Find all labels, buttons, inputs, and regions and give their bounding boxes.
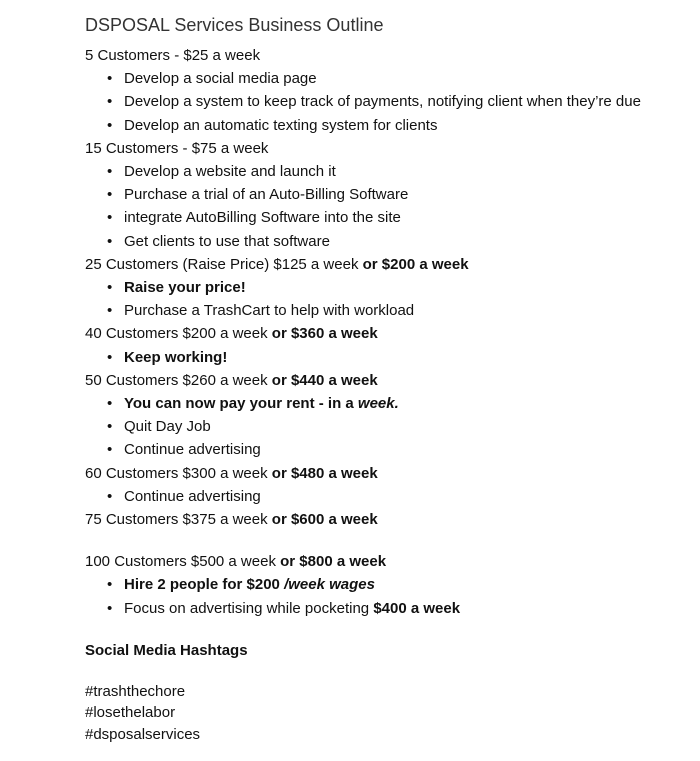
- bullet-text: Purchase a trial of an Auto-Billing Software: [124, 186, 409, 204]
- bullet-item: [85, 230, 685, 253]
- bullet-item: [85, 392, 685, 415]
- bullet-text: Keep working!: [124, 348, 228, 366]
- bullet-text: week.: [357, 395, 399, 413]
- bullet-text: Purchase a TrashCart to help with workload: [124, 302, 415, 320]
- hashtag: #trashthechore: [85, 682, 186, 700]
- bullet-text: Hire 2 people for $200: [124, 576, 285, 594]
- tier-heading: [85, 253, 685, 276]
- tier-bullet-list: [85, 485, 685, 508]
- tier-label: 75 Customers $375 a week: [85, 511, 272, 529]
- tier-label: 100 Customers $500 a week: [85, 553, 281, 571]
- hashtag: #losethelabor: [85, 704, 176, 722]
- tier-label: 50 Customers $260 a week: [85, 371, 272, 389]
- tier-bullet-list: [85, 276, 685, 322]
- bullet-text: integrate AutoBilling Software into the site: [124, 209, 401, 227]
- spacer: [85, 531, 685, 550]
- hashtag-list: [85, 681, 685, 746]
- tier-heading: [85, 369, 685, 392]
- bullet-text: Continue advertising: [124, 487, 261, 505]
- tier-alt-price: or $200 a week: [362, 255, 469, 273]
- bullet-text: /week wages: [284, 576, 375, 594]
- bullet-item: [85, 485, 685, 508]
- bullet-text: Get clients to use that software: [124, 232, 330, 250]
- tier-bullet-list: [85, 67, 685, 137]
- tier-heading: [85, 44, 685, 67]
- hashtag: #dsposalservices: [85, 725, 201, 743]
- tier-heading: [85, 508, 685, 531]
- tier-bullet-list: [85, 392, 685, 462]
- tier-label: 5 Customers - $25 a week: [85, 47, 261, 64]
- tier-bullet-list: [85, 160, 685, 253]
- tier-label: 60 Customers $300 a week: [85, 464, 272, 482]
- bullet-item: [85, 67, 685, 90]
- bullet-item: [85, 299, 685, 322]
- bullet-text: Focus on advertising while pocketing: [124, 599, 374, 617]
- bullet-item: [85, 183, 685, 206]
- tier-heading: [85, 550, 685, 573]
- bullet-text: Develop a social media page: [124, 70, 317, 88]
- tier-alt-price: or $480 a week: [271, 464, 378, 482]
- bullet-item: [85, 114, 685, 137]
- tier-bullet-list: [85, 346, 685, 369]
- tier-alt-price: or $360 a week: [271, 325, 378, 343]
- tier-heading: [85, 462, 685, 485]
- bullet-text: Continue advertising: [124, 441, 261, 459]
- bullet-item: [85, 160, 685, 183]
- document-title: DSPOSAL Services Business Outline: [85, 15, 384, 35]
- bullet-text: Develop a system to keep track of payments, notifying client when they’re due: [124, 93, 641, 111]
- bullet-text: You can now pay your rent - in a: [124, 395, 358, 413]
- customer-tiers: [85, 44, 685, 620]
- tier-label: 40 Customers $200 a week: [85, 325, 272, 343]
- document: [85, 12, 685, 745]
- bullet-item: [85, 90, 685, 113]
- tier-alt-price: or $600 a week: [271, 511, 378, 529]
- tier-bullet-list: [85, 573, 685, 619]
- bullet-text: Develop an automatic texting system for clients: [124, 116, 438, 134]
- bullet-item: [85, 438, 685, 461]
- bullet-item: [85, 573, 685, 596]
- spacer: [85, 620, 685, 639]
- bullet-text: Quit Day Job: [124, 418, 211, 436]
- hashtags-heading: Social Media Hashtags: [85, 641, 248, 659]
- tier-heading: [85, 137, 685, 160]
- tier-alt-price: or $800 a week: [280, 553, 387, 571]
- tier-alt-price: or $440 a week: [271, 371, 378, 389]
- bullet-item: [85, 206, 685, 229]
- tier-heading: [85, 322, 685, 345]
- bullet-text: Raise your price!: [124, 279, 246, 297]
- spacer: [85, 662, 685, 681]
- bullet-text: Develop a website and launch it: [124, 163, 336, 181]
- bullet-item: [85, 276, 685, 299]
- bullet-item: [85, 346, 685, 369]
- bullet-text: $400 a week: [373, 599, 461, 617]
- tier-label: 25 Customers (Raise Price) $125 a week: [85, 255, 363, 273]
- bullet-item: [85, 415, 685, 438]
- bullet-item: [85, 597, 685, 620]
- tier-label: 15 Customers - $75 a week: [85, 139, 269, 157]
